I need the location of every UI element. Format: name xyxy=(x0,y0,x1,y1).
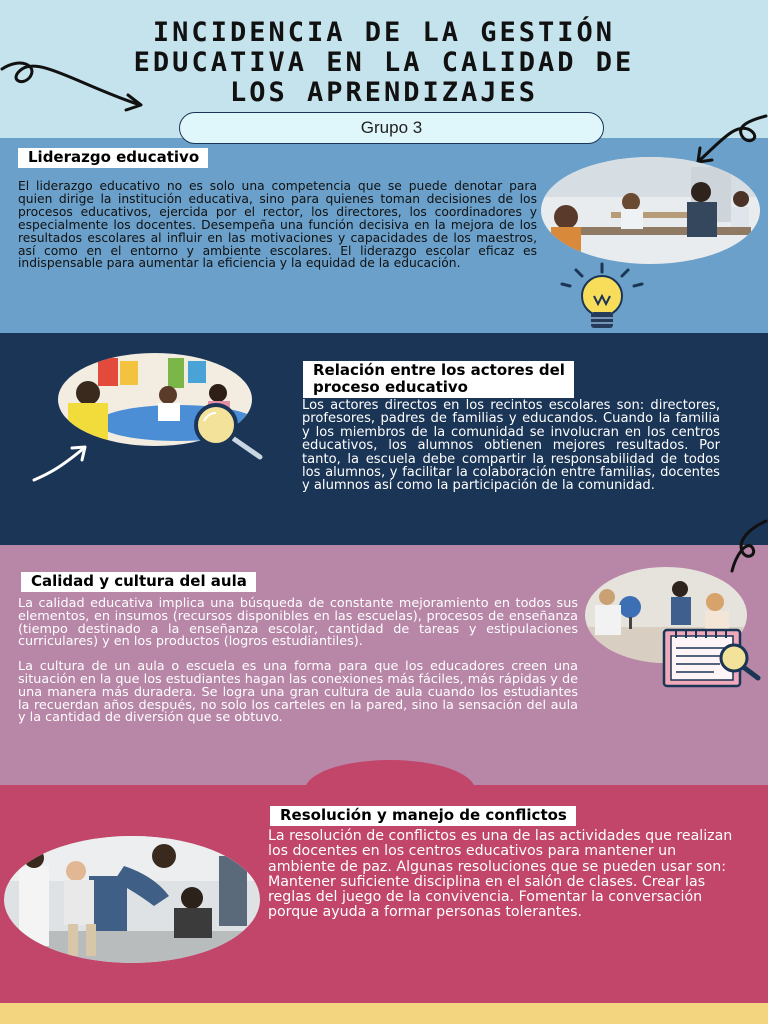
section-body xyxy=(18,598,578,725)
footer-band xyxy=(0,1003,768,1024)
notepad-icon xyxy=(662,626,762,690)
classroom-photo xyxy=(541,157,760,264)
heading-line: Relación entre los actores del xyxy=(313,361,565,379)
arrow-swirl-icon xyxy=(728,515,768,575)
paragraph: La calidad educativa implica una búsqueda de constante mejoramiento en todos sus elementos, en insumos (recursos disponibles en las escuelas), procesos de enseñanza (tiempo destinado a la enseñanza escolar, cantidad de tareas y estipulaciones curriculares) y en los productos (logros estudiantiles). xyxy=(18,596,578,650)
section-heading: Liderazgo educativo xyxy=(18,148,208,168)
section-heading: Resolución y manejo de conflictos xyxy=(270,806,576,826)
section-heading: Calidad y cultura del aula xyxy=(21,572,256,592)
paragraph: La resolución de conflictos es una de las actividades que realizan los docentes en los centros educativos para mantener un ambiente de paz. Algunas resoluciones que se pueden usar son: Mantener suficiente disciplina en el salón de clases. Crear las reglas del juego de la convivencia. Fomentar la conversación porque ayuda a formar personas tolerantes. xyxy=(268,828,733,921)
students-photo xyxy=(4,836,260,963)
section-body xyxy=(18,180,537,270)
section-body xyxy=(268,829,748,921)
arrow-swirl-icon xyxy=(690,112,768,167)
magnifier-icon xyxy=(186,403,268,465)
title-line: EDUCATIVA EN LA CALIDAD DE xyxy=(133,47,635,78)
paragraph: La cultura de un aula o escuela es una forma para que los educadores creen una situación en la que los estudiantes hagan las conexiones más fáciles, más rápidas y de una manera más duradera. Se logra una gran cultura de aula cuando los estudiantes la recuerdan años después, no solo los carteles en la pared, sino la sensación del aula y la cantidad de diversión que se obtuvo. xyxy=(18,659,578,726)
section-heading xyxy=(303,361,574,398)
title-line: INCIDENCIA DE LA GESTIÓN xyxy=(152,17,616,48)
paragraph: El liderazgo educativo no es solo una competencia que se puede denotar para quien dirige la institución educativa, sino para quienes toman decisiones de los procesos educativos, ejercida por el rector, los directores, los coordinadores y especialmente los docentes. Desempeña una función decisiva en la mejora de los resultados escolares al influir en las motivaciones y capacidades de los maestros, así como en el entorno y ambiente escolares. El liderazgo escolar eficaz es indispensable para aumentar la eficiencia y la equidad de la educación. xyxy=(18,179,537,271)
title-line: LOS APRENDIZAJES xyxy=(229,77,539,108)
arrow-swirl-icon xyxy=(0,55,150,115)
paragraph: Los actores directos en los recintos escolares son: directores, profesores, padres de familias y educandos. Cuando la familia y los miembros de la comunidad se involucran en los centros educativos, los alumnos obtienen mejores resultados. Por tanto, la escuela debe compartir la responsabilidad de todos los alumnos, y facilitar la colaboración entre familias, docentes y alumnos así como la participación de la comunidad. xyxy=(302,398,720,494)
lightbulb-icon xyxy=(558,262,646,334)
arrow-swirl-icon xyxy=(30,440,90,485)
group-label: Grupo 3 xyxy=(179,112,604,144)
section-body xyxy=(302,399,720,493)
heading-line: proceso educativo xyxy=(313,378,468,396)
